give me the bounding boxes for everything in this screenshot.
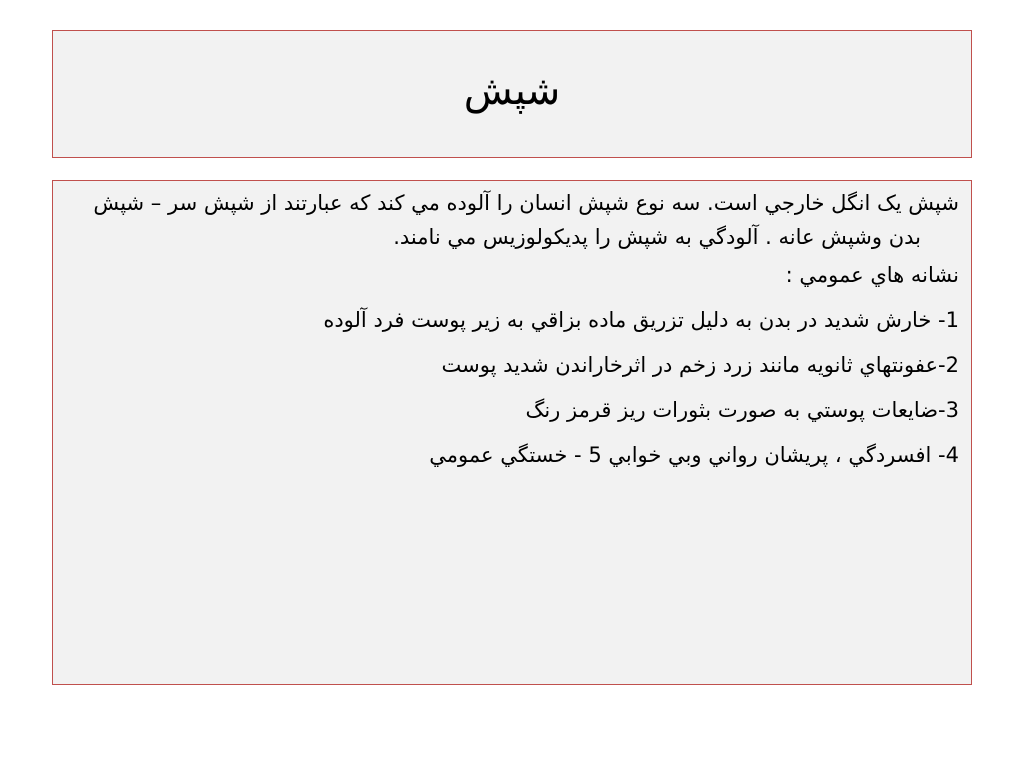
symptom-item-3: 3-ضايعات پوستي به صورت بثورات ريز قرمز رنگ bbox=[525, 397, 959, 422]
symptom-item-2: 2-عفونتهاي ثانويه مانند زرد زخم در اثرخاراندن شديد پوست bbox=[441, 352, 959, 377]
content-placeholder bbox=[52, 180, 972, 685]
symptom-item-1: 1- خارش شديد در بدن به دليل تزريق ماده بزاقي به زير پوست فرد آلوده bbox=[323, 308, 959, 333]
symptoms-heading: نشانه هاي عمومي : bbox=[785, 263, 959, 288]
title-placeholder bbox=[52, 30, 972, 158]
symptom-item-4: 4- افسردگي ، پريشان رواني وبي خوابي 5 - خستگي عمومي bbox=[429, 442, 959, 467]
intro-paragraph: شپش یک انگل خارجي است. سه نوع شپش انسان را آلوده مي کند که عبارتند از شپش سر – شپش بدن وشپش عانه . آلودگي به شپش را پديکولوزيس مي نامند. bbox=[93, 191, 959, 249]
slide-title: شپش bbox=[463, 68, 561, 114]
